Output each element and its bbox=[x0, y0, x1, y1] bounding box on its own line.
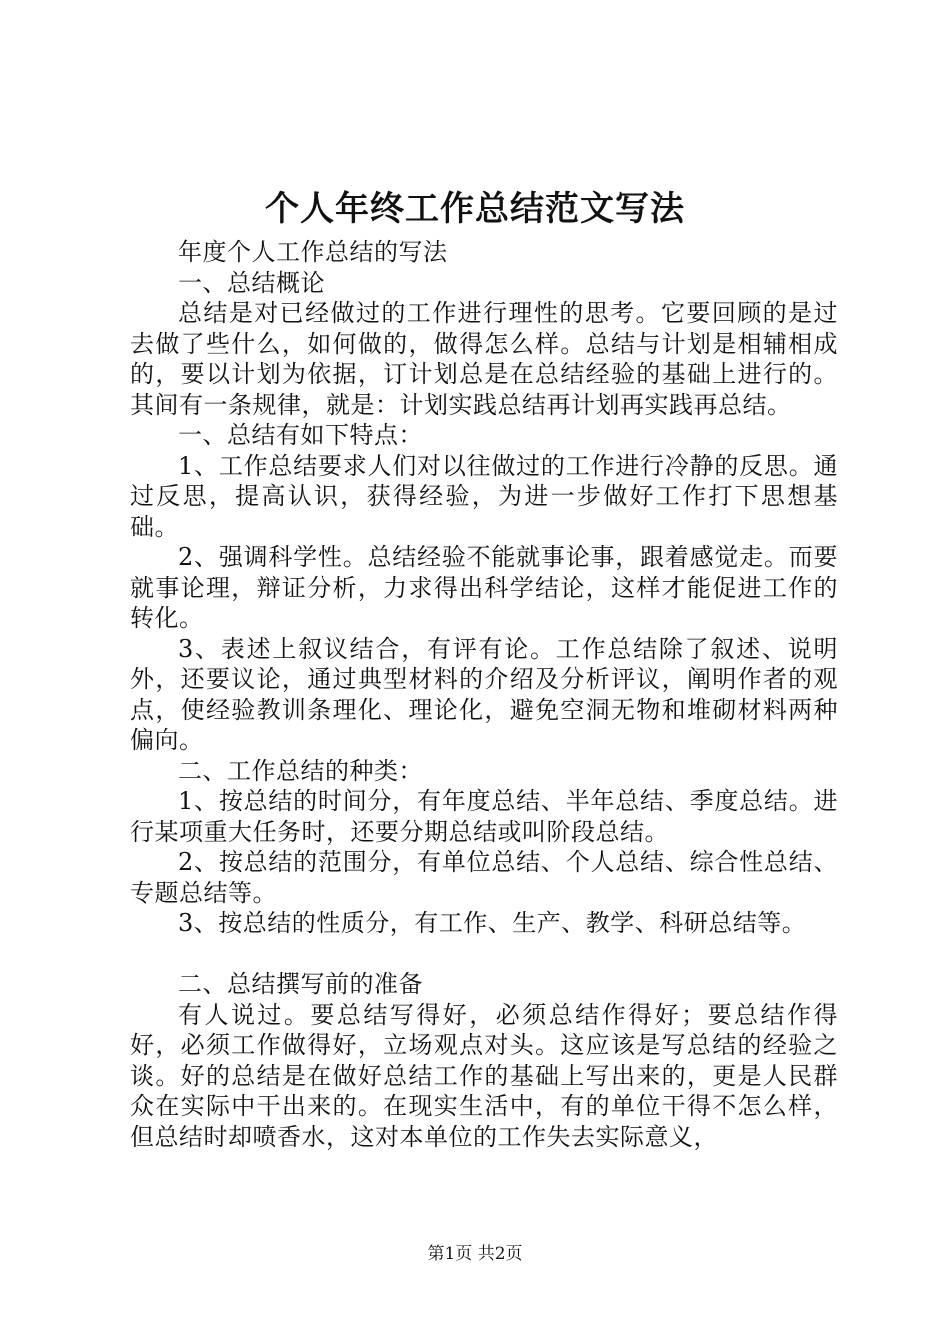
paragraph-type-1: 1、按总结的时间分，有年度总结、半年总结、季度总结。进行某项重大任务时，还要分期总结或叫阶段总结。 bbox=[130, 787, 838, 846]
section-subtitle: 年度个人工作总结的写法 bbox=[178, 238, 448, 266]
document-body bbox=[130, 237, 838, 1152]
section-heading-features: 一、总结有如下特点： bbox=[178, 421, 423, 449]
blank-line bbox=[130, 939, 838, 970]
page-number-footer: 第1页 共2页 bbox=[427, 1244, 523, 1264]
document-title: 个人年终工作总结范文写法 bbox=[265, 189, 685, 229]
paragraph-feature-1: 1、工作总结要求人们对以往做过的工作进行冷静的反思。通过反思，提高认识，获得经验，为进一步做好工作打下思想基础。 bbox=[130, 451, 838, 541]
paragraph-feature-2: 2、强调科学性。总结经验不能就事论事，跟着感觉走。而要就事论理，辩证分析，力求得出科学结论，这样才能促进工作的转化。 bbox=[130, 543, 838, 632]
paragraph-feature-3: 3、表述上叙议结合，有评有论。工作总结除了叙述、说明外，还要议论，通过典型材料的介绍及分析评议，阐明作者的观点，使经验教训条理化、理论化，避免空洞无物和堆砌材料两种偏向。 bbox=[130, 634, 838, 754]
section-heading-preparation: 二、总结撰写前的准备 bbox=[178, 970, 423, 998]
section-heading-types: 二、工作总结的种类： bbox=[178, 756, 423, 785]
section-heading-overview: 一、总结概论 bbox=[178, 268, 325, 297]
paragraph-preparation: 有人说过。要总结写得好，必须总结作得好；要总结作得好，必须工作做得好，立场观点对头。这应该是写总结的经验之谈。好的总结是在做好总结工作的基础上写出来的，更是人民群众在实际中干出来的。在现实生活中，有的单位干得不怎么样，但总结时却喷香水，这对本单位的工作失去实际意义， bbox=[130, 1000, 838, 1151]
paragraph-overview: 总结是对已经做过的工作进行理性的思考。它要回顾的是过去做了些什么，如何做的，做得怎么样。总结与计划是相辅相成的，要以计划为依据，订计划总是在总结经验的基础上进行的。其间有一条规律，就是：计划实践总结再计划再实践再总结。 bbox=[130, 299, 838, 419]
paragraph-type-2: 2、按总结的范围分，有单位总结、个人总结、综合性总结、专题总结等。 bbox=[130, 848, 838, 907]
paragraph-type-3: 3、按总结的性质分，有工作、生产、教学、科研总结等。 bbox=[178, 909, 807, 937]
